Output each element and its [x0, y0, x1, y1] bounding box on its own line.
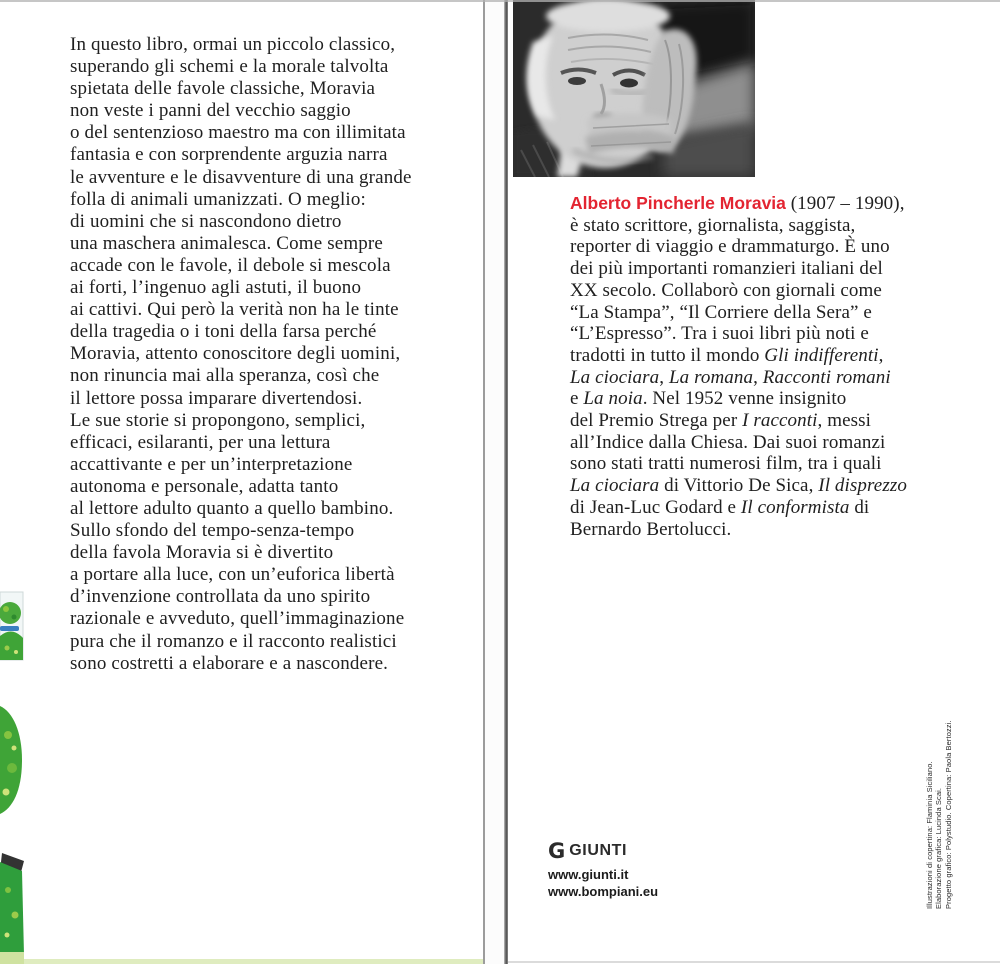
text-line	[570, 236, 990, 258]
text-segment: Il disprezzo	[818, 475, 907, 497]
text-line: Le sue storie si propongono, semplici,	[70, 409, 366, 431]
text-line: della tragedia o i toni della farsa perché	[70, 321, 377, 343]
cover-fold-line	[504, 0, 508, 964]
cover-illustration-bleed	[0, 0, 30, 964]
author-photo	[513, 0, 755, 177]
text-line: della favola Moravia si è divertito	[70, 542, 334, 564]
text-line: le avventure e le disavventure di una grande	[70, 166, 412, 188]
text-line: o del sentenzioso maestro ma con illimitata	[70, 122, 406, 144]
text-line	[570, 323, 990, 345]
text-line: superando gli schemi e la morale talvolta	[70, 56, 389, 78]
text-line	[570, 519, 990, 541]
text-line: d’invenzione controllata da uno spirito	[70, 586, 371, 608]
author-bio	[570, 193, 990, 540]
text-segment: Racconti romani	[762, 366, 891, 388]
text-line: sono costretti a elaborare e a nascondere.	[70, 652, 389, 674]
text-line: folla di animali umanizzati. O meglio:	[70, 188, 366, 210]
text-segment: di	[849, 496, 870, 518]
text-segment: , messi	[817, 410, 871, 432]
text-line: non veste i panni del vecchio saggio	[70, 100, 351, 122]
text-line: spietata delle favole classiche, Moravia	[70, 78, 376, 100]
text-line: Progetto grafico: Polystudio. Copertina: Paola Bertozzi.	[943, 720, 953, 909]
text-line: accattivante e per un’interpretazione	[70, 453, 353, 475]
text-segment: La noia	[583, 388, 643, 410]
text-segment: I racconti	[742, 410, 818, 432]
text-line: Moravia, attento conoscitore degli uomini,	[70, 343, 401, 365]
text-line	[570, 215, 990, 237]
text-line	[570, 388, 990, 410]
text-segment: ,	[659, 366, 669, 388]
text-segment: e	[570, 388, 584, 410]
text-line: pura che il romanzo e il racconto realistici	[70, 630, 397, 652]
text-line: al lettore adulto quanto a quello bambino.	[70, 497, 394, 519]
text-segment: sono stati tratti numerosi film, tra i quali	[570, 453, 882, 475]
giunti-wordmark: GIUNTI	[569, 842, 628, 859]
text-segment: ,	[753, 366, 763, 388]
text-line: Elaborazione grafica: Lucinda Scai.	[934, 787, 944, 909]
text-segment: Il conformista	[740, 496, 850, 518]
text-line	[570, 367, 990, 389]
text-segment: . Nel 1952 venne insignito	[642, 388, 847, 410]
page-bottom-edge	[508, 961, 1000, 963]
text-line	[570, 410, 990, 432]
text-segment: “L’Espresso”. Tra i suoi libri più noti e	[570, 323, 869, 345]
flap-fold-line	[483, 0, 485, 964]
text-segment: Gli indifferenti	[764, 344, 879, 366]
text-segment: di Vittorio De Sica,	[659, 475, 819, 497]
text-segment: è stato scrittore, giornalista, saggista,	[570, 214, 856, 236]
text-line: razionale e avveduto, quell’immaginazione	[70, 608, 405, 630]
text-line: accade con le favole, il debole si mescola	[70, 254, 391, 276]
text-line: fantasia e con sorprendente arguzia narra	[70, 144, 388, 166]
text-line: Illustrazioni di copertina: Flaminia Siciliano.	[925, 761, 934, 909]
text-line: In questo libro, ormai un piccolo classico,	[70, 34, 396, 55]
publisher-block	[548, 841, 658, 900]
website-url: www.bompiani.eu	[548, 883, 659, 899]
text-line: ai forti, l’ingenuo agli astuti, il buono	[70, 277, 362, 299]
text-line: autonoma e personale, adatta tanto	[70, 475, 339, 497]
text-line: il lettore possa imparare divertendosi.	[70, 387, 363, 409]
text-line	[570, 453, 990, 475]
text-line	[570, 193, 990, 215]
alberto-moravia-portrait	[513, 0, 755, 177]
credits-vertical	[925, 699, 955, 909]
publisher-websites	[548, 867, 658, 900]
text-line: una maschera animalesca. Come sempre	[70, 232, 383, 254]
text-segment: XX secolo. Collaborò con giornali come	[570, 279, 882, 301]
cover-bottom-edge	[24, 959, 505, 964]
text-segment: ,	[878, 344, 884, 366]
text-segment: “La Stampa”, “Il Corriere della Sera” e	[570, 301, 872, 323]
text-segment: di Jean-Luc Godard e	[570, 496, 741, 518]
website-url: www.giunti.it	[548, 867, 629, 882]
text-line: efficaci, esilaranti, per una lettura	[70, 431, 331, 453]
text-segment: La romana	[668, 366, 754, 388]
giunti-g-icon: G	[548, 839, 566, 863]
book-description	[70, 34, 488, 675]
text-segment: tradotti in tutto il mondo	[570, 344, 765, 366]
text-segment: all’Indice dalla Chiesa. Dai suoi romanzi	[570, 431, 886, 453]
text-segment: del Premio Strega per	[570, 410, 743, 432]
text-segment: (1907 – 1990),	[785, 193, 905, 214]
text-segment: reporter di viaggio e drammaturgo. È uno	[570, 236, 890, 258]
text-line	[570, 345, 990, 367]
text-line: ai cattivi. Qui però la verità non ha le tinte	[70, 299, 399, 321]
text-line	[570, 258, 990, 280]
text-segment: dei più importanti romanzieri italiani del	[570, 258, 883, 280]
flap-gutter	[485, 0, 504, 964]
text-line: non rinuncia mai alla speranza, così che	[70, 365, 380, 387]
author-name: Alberto Pincherle Moravia	[570, 193, 786, 213]
text-line	[570, 497, 990, 519]
text-line	[570, 432, 990, 454]
text-line: Sullo sfondo del tempo-senza-tempo	[70, 520, 355, 542]
giunti-logo	[548, 841, 658, 861]
page-top-edge	[0, 0, 1000, 2]
text-line	[570, 475, 990, 497]
text-line	[570, 302, 990, 324]
text-line: di uomini che si nascondono dietro	[70, 210, 342, 232]
credits-lines	[925, 699, 953, 909]
text-segment: Bernardo Bertolucci.	[570, 518, 732, 540]
text-line	[570, 280, 990, 302]
text-segment: La ciociara	[570, 366, 660, 388]
text-line: a portare alla luce, con un’euforica libertà	[70, 564, 395, 586]
text-segment: La ciociara	[570, 475, 660, 497]
